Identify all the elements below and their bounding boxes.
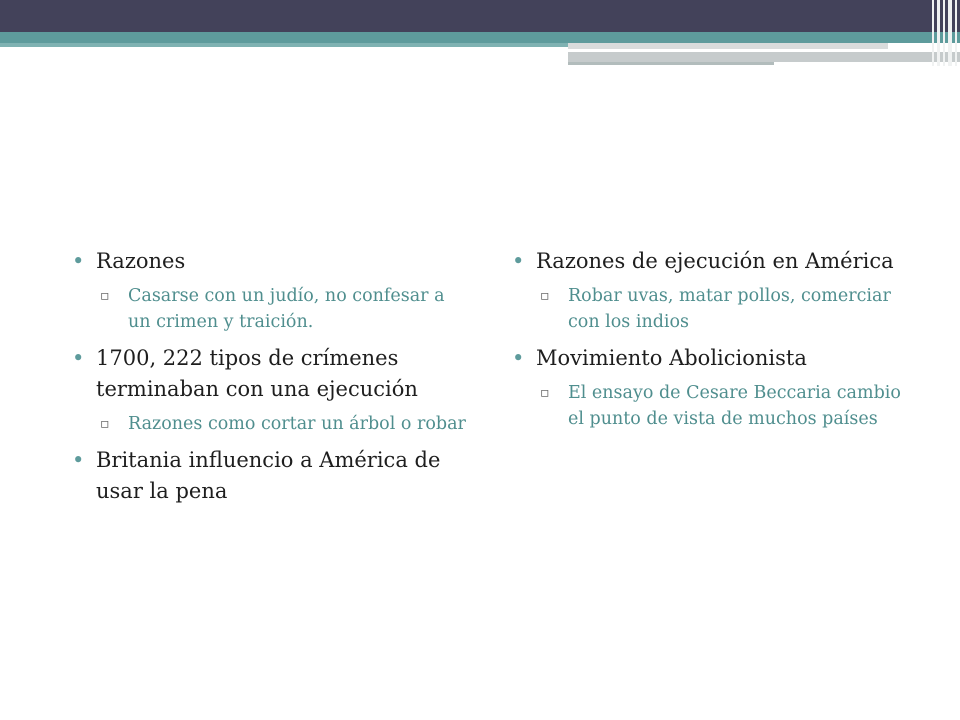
header-teal-band — [0, 32, 960, 43]
sub-bullet-item: ▫ Casarse con un judío, no confesar a un crimen y traición. — [96, 283, 470, 335]
bullet-text: 1700, 222 tipos de crímenes terminaban con una ejecución — [96, 346, 418, 401]
bullet-item — [70, 246, 470, 335]
sub-bullet-item: ▫ Razones como cortar un árbol o robar — [96, 411, 470, 437]
bullet-item — [510, 246, 910, 335]
bullet-item — [70, 343, 470, 437]
header-teal-accent — [0, 43, 568, 47]
bullet-item — [510, 343, 910, 432]
bullet-item — [70, 445, 470, 507]
bullet-text: Movimiento Abolicionista — [536, 346, 807, 370]
left-column — [70, 246, 470, 513]
bullet-text: Britania influencio a América de usar la pena — [96, 448, 441, 503]
bullet-text: Razones de ejecución en América — [536, 249, 894, 273]
header-stripes — [930, 0, 960, 66]
bullet-text: Razones — [96, 249, 186, 273]
header-gray-band-3 — [568, 62, 774, 65]
sub-bullet-item: ▫ El ensayo de Cesare Beccaria cambio el punto de vista de muchos países — [536, 380, 910, 432]
right-column — [510, 246, 910, 440]
header-gray-band-2 — [568, 52, 960, 62]
header-dark-band — [0, 0, 960, 32]
sub-bullet-item: ▫ Robar uvas, matar pollos, comerciar con los indios — [536, 283, 910, 335]
